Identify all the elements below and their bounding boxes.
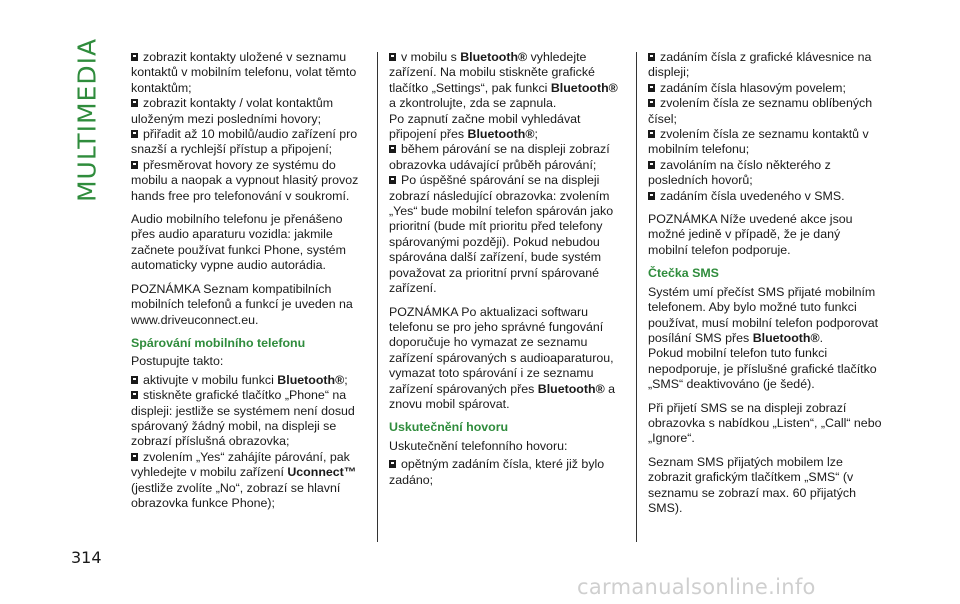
bullet-item [389, 457, 624, 488]
bullet-text: přesměrovat hovory ze systému do mobilu a naopak a vypnout hlasitý provoz hands free pro telefonování v soukromí. [131, 157, 359, 203]
paragraph-text: a znovu mobil spárovat. [389, 381, 616, 411]
bullet-item [131, 373, 366, 388]
bullet-text: zadáním čísla hlasovým povelem; [660, 80, 846, 95]
paragraph [389, 112, 624, 143]
bold-term: Bluetooth® [460, 50, 528, 64]
note-paragraph: POZNÁMKA Níže uvedené akce jsou možné jedině v případě, že je daný mobilní telefon podporuje. [648, 212, 853, 257]
paragraph-text: POZNÁMKA Po aktualizaci softwaru telefonu se pro jeho správné fungování doporučuje ho vymazat ze seznamu zařízení spárovaných s audioaparaturou, vymazat toto spárování i ze seznamu zařízení spárovaných přes [389, 304, 614, 396]
section-heading: Čtečka SMS [648, 266, 719, 281]
bullet-item [131, 127, 366, 158]
text-column-2 [389, 50, 624, 488]
bullet-text: zobrazit kontakty uložené v seznamu kontaktů v mobilním telefonu, volat těmto kontaktům; [131, 50, 357, 95]
checkbox-bullet-icon [648, 99, 655, 107]
bullet-item [131, 158, 366, 204]
note-paragraph: POZNÁMKA Seznam kompatibilních mobilních telefonů a funkcí je uveden na www.driveuconnect.eu. [131, 281, 353, 327]
bullet-text: Po úspěšné spárování se na displeji zobrazí následující obrazovka: zvolením „Yes“ bude mobilní telefon spárován jako prioritní (bude mít prioritu před telefony spárovanými později). Pokud nebudou spárována další zařízení, bude systém považovat za prioritní první spárované zařízení. [389, 173, 614, 296]
bullet-item [131, 50, 366, 96]
section-heading: Uskutečnění hovoru [389, 420, 509, 435]
checkbox-bullet-icon [131, 161, 138, 169]
bold-term: Bluetooth® [467, 127, 535, 142]
bullet-item [648, 96, 883, 127]
bullet-text: zvolením čísla ze seznamu oblíbených čísel; [648, 96, 873, 126]
checkbox-bullet-icon [131, 130, 138, 138]
checkbox-bullet-icon [131, 53, 138, 61]
bullet-item [648, 81, 883, 96]
paragraph-text: ; [534, 127, 538, 142]
checkbox-bullet-icon [389, 145, 396, 153]
section-title-text: MULTIMEDIA [72, 37, 102, 203]
checkbox-bullet-icon [648, 53, 655, 61]
column-divider [636, 52, 637, 542]
checkbox-bullet-icon [648, 130, 655, 138]
section-title-vertical [67, 37, 107, 203]
bullet-item [389, 173, 624, 296]
bullet-text: (jestliže zvolíte „No“, zobrazí se hlavní obrazovka funkce Phone); [131, 480, 341, 510]
bullet-item [648, 127, 883, 158]
bullet-text: zvolením „Yes“ zahájíte párování, pak vyhledejte v mobilu zařízení [131, 449, 350, 480]
bullet-text: přiřadit až 10 mobilů/audio zařízení pro snazší a rychlejší přístup a připojení; [131, 127, 358, 157]
bullet-text: stiskněte grafické tlačítko „Phone“ na displeji: jestliže se systémem není dosud spárovaný žádný mobil, na displeji se zobrazí příslušná obrazovka; [131, 388, 355, 449]
page-number: 314 [71, 548, 102, 567]
text-column-1 [131, 50, 366, 511]
section-heading: Spárování mobilního telefonu [131, 335, 306, 350]
paragraph: Uskutečnění telefonního hovoru: [389, 438, 568, 453]
checkbox-bullet-icon [648, 192, 655, 200]
bullet-text: zavoláním na číslo některého z posledních hovorů; [648, 157, 831, 188]
paragraph-text: . [819, 330, 824, 345]
bold-term: Bluetooth® [752, 330, 820, 345]
bullet-text: opětným zadáním čísla, které již bylo zadáno; [389, 457, 605, 487]
paragraph-text: Systém umí přečíst SMS přijaté mobilním telefonem. Aby bylo možné tuto funkci používat, musí mobilní telefon podporovat posílání SMS přes [648, 284, 879, 345]
checkbox-bullet-icon [389, 176, 396, 184]
bullet-text: zvolením čísla ze seznamu kontaktů v mobilním telefonu; [648, 127, 869, 157]
text-column-3 [648, 50, 883, 524]
bullet-item [389, 50, 624, 112]
checkbox-bullet-icon [648, 84, 655, 92]
bullet-text: aktivujte v mobilu funkci [143, 372, 278, 387]
bullet-item [131, 450, 366, 512]
paragraph [648, 285, 883, 347]
checkbox-bullet-icon [648, 161, 655, 169]
paragraph: Postupujte takto: [131, 354, 224, 369]
checkbox-bullet-icon [131, 376, 138, 384]
paragraph-text: Po zapnutí začne mobil vyhledávat připojení přes [389, 111, 581, 142]
bold-term: Bluetooth® [550, 80, 618, 95]
checkbox-bullet-icon [131, 453, 138, 461]
bullet-text: zobrazit kontakty / volat kontaktům uloženým mezi posledními hovory; [131, 96, 334, 126]
bullet-item [648, 189, 883, 204]
bullet-item [131, 96, 366, 127]
bullet-text: v mobilu s [401, 50, 461, 64]
paragraph: Pokud mobilní telefon tuto funkci nepodporuje, je příslušné grafické tlačítko „SMS“ deaktivováno (je šedé). [648, 346, 877, 392]
bullet-text: zadáním čísla z grafické klávesnice na displeji; [648, 50, 872, 80]
paragraph: Při přijetí SMS se na displeji zobrazí obrazovka s nabídkou „Listen“, „Call“ nebo „Ignore“. [648, 400, 882, 446]
bullet-text: vyhledejte zařízení. Na mobilu stiskněte grafické tlačítko „Settings“, pak funkci [389, 50, 595, 95]
paragraph: Seznam SMS přijatých mobilem lze zobrazit grafickým tlačítkem „SMS“ (v seznamu se zobrazí max. 60 přijatých SMS). [648, 454, 856, 515]
checkbox-bullet-icon [389, 53, 396, 61]
bullet-item [648, 158, 883, 189]
bold-term: Bluetooth® [277, 372, 345, 387]
checkbox-bullet-icon [389, 460, 396, 468]
checkbox-bullet-icon [131, 99, 138, 107]
bullet-item [648, 50, 883, 81]
bullet-text: ; [344, 372, 348, 387]
watermark: carmanualsonline.info [577, 575, 816, 599]
checkbox-bullet-icon [131, 391, 138, 399]
bullet-text: během párování se na displeji zobrazí obrazovka udávající průběh párování; [389, 142, 610, 172]
paragraph: Audio mobilního telefonu je přenášeno přes audio aparaturu vozidla: jakmile začnete používat funkci Phone, systém automaticky vypne audio autorádia. [131, 212, 346, 273]
bullet-item [389, 142, 624, 173]
bullet-text: zadáním čísla uvedeného v SMS. [660, 188, 845, 203]
column-divider [377, 52, 378, 542]
note-paragraph [389, 305, 624, 413]
bullet-item [131, 388, 366, 450]
bold-term: Bluetooth® [537, 381, 605, 396]
bullet-text: a zkontrolujte, zda se zapnula. [389, 96, 557, 111]
bold-term: Uconnect™ [287, 465, 357, 480]
